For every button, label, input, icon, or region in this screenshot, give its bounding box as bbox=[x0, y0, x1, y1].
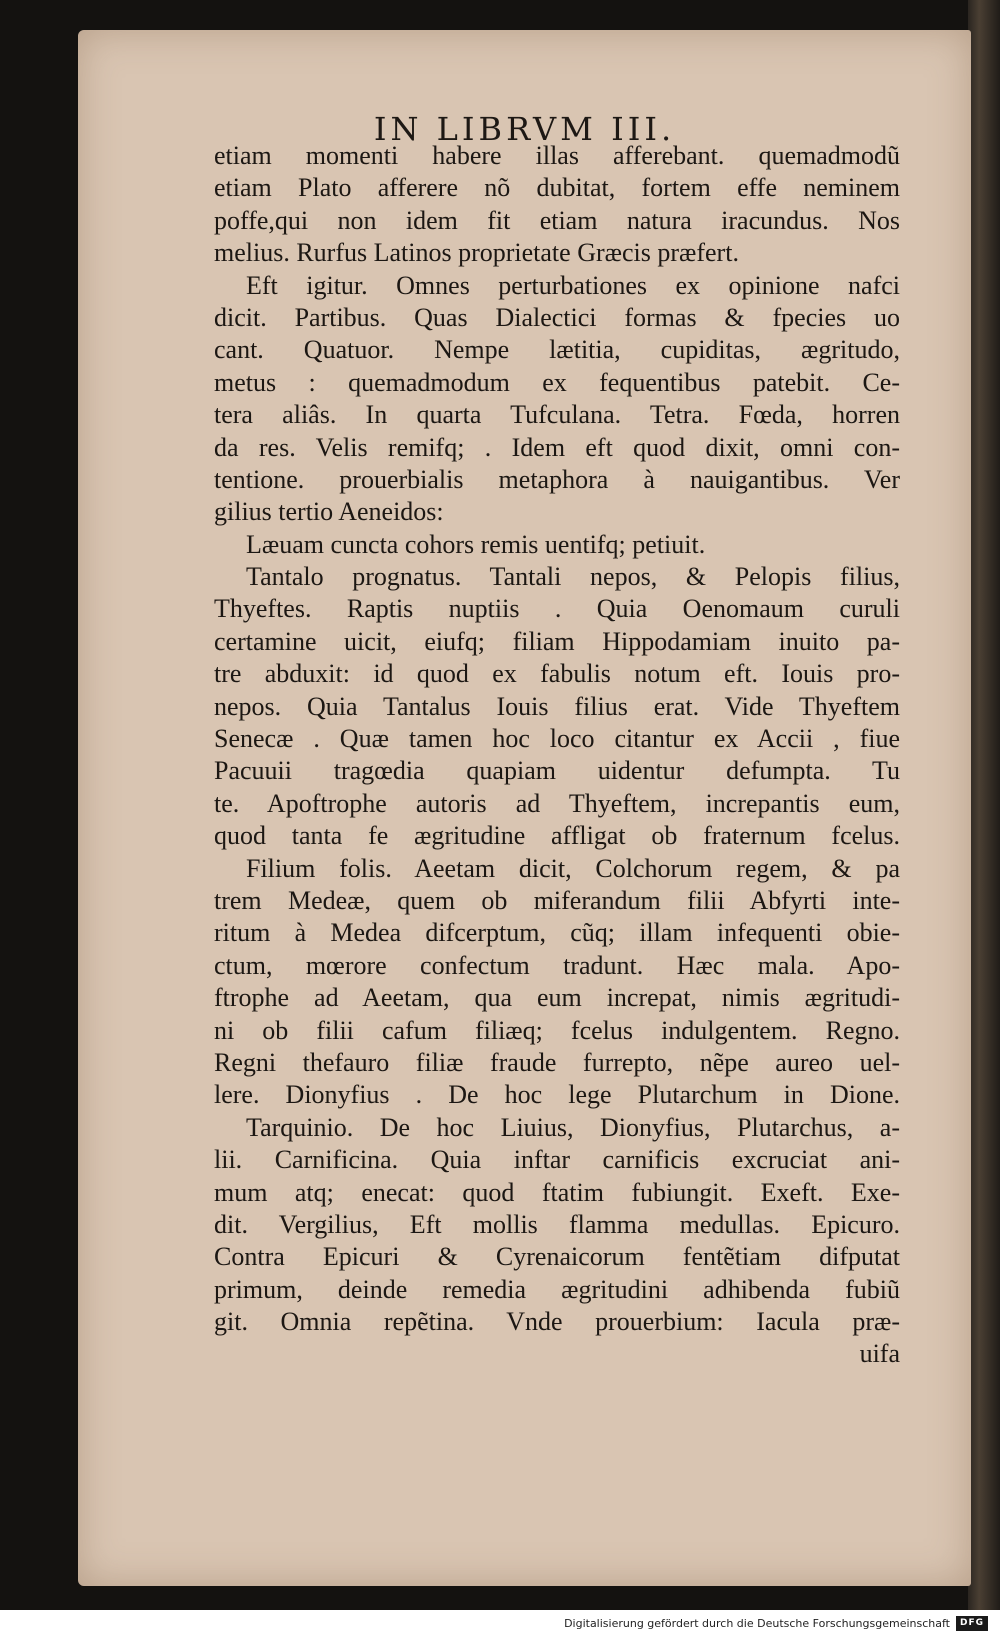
text-line: git. Omnia repẽtina. Vnde prouerbium: Iacula præ- bbox=[214, 1307, 900, 1337]
text-line: te. Apoftrophe autoris ad Thyeftem, increpantis eum, bbox=[214, 788, 900, 818]
text-line: nepos. Quia Tantalus Iouis filius erat. Vide Thyeftem bbox=[214, 691, 900, 721]
text-line: dicit. Partibus. Quas Dialectici formas & fpecies uo bbox=[214, 302, 900, 332]
text-line: metus : quemadmodum ex fequentibus patebit. Ce- bbox=[214, 367, 900, 397]
text-line: Tarquinio. De hoc Liuius, Dionyfius, Plutarchus, a- bbox=[246, 1112, 900, 1142]
text-line: Senecæ . Quæ tamen hoc loco citantur ex Accii , fiue bbox=[214, 724, 900, 754]
text-line: primum, deinde remedia ægritudini adhibenda fubiũ bbox=[214, 1274, 900, 1304]
text-line: Thyeftes. Raptis nuptiis . Quia Oenomaum curuli bbox=[214, 594, 900, 624]
funding-credit: Digitalisierung gefördert durch die Deutsche Forschungsgemeinschaft bbox=[564, 1617, 950, 1630]
text-line: Tantalo prognatus. Tantali nepos, & Pelopis filius, bbox=[246, 562, 900, 592]
text-line: da res. Velis remifq; . Idem eft quod dixit, omni con- bbox=[214, 432, 900, 462]
text-line: melius. Rurfus Latinos proprietate Græcis præfert. bbox=[214, 238, 739, 268]
digitization-footer bbox=[0, 1610, 1000, 1639]
text-line: ni ob filii cafum filiæq; fcelus indulgentem. Regno. bbox=[214, 1015, 900, 1045]
text-line: Regni thefauro filiæ fraude furrepto, nẽpe aureo uel- bbox=[214, 1047, 900, 1077]
text-line: tentione. prouerbialis metaphora à nauigantibus. Ver bbox=[214, 464, 900, 494]
text-line: ftrophe ad Aeetam, qua eum increpat, nimis ægritudi- bbox=[214, 983, 900, 1013]
body-text bbox=[214, 140, 900, 1371]
running-head: IN LIBRVM III. bbox=[373, 110, 676, 148]
text-line: quod tanta fe ægritudine affligat ob fraternum fcelus. bbox=[214, 821, 900, 851]
text-line: ritum à Medea difcerptum, cũq; illam infequenti obie- bbox=[214, 918, 900, 948]
text-line: poffe,qui non idem fit etiam natura iracundus. Nos bbox=[214, 205, 900, 235]
text-line: dit. Vergilius, Eft mollis flamma medullas. Epicuro. bbox=[214, 1209, 900, 1239]
text-line: certamine uicit, eiufq; filiam Hippodamiam inuito pa- bbox=[214, 626, 900, 656]
text-line: gilius tertio Aeneidos: bbox=[214, 497, 444, 527]
text-line: trem Medeæ, quem ob miferandum filii Abfyrti inte- bbox=[214, 885, 900, 915]
book-spine-edge bbox=[968, 0, 1000, 1610]
text-line: Filium folis. Aeetam dicit, Colchorum regem, & pa bbox=[246, 853, 900, 883]
text-line: ctum, mœrore confectum tradunt. Hæc mala. Apo- bbox=[214, 950, 900, 980]
text-line: Eft igitur. Omnes perturbationes ex opinione nafci bbox=[246, 270, 900, 300]
text-line: lii. Carnificina. Quia inftar carnificis excruciat ani- bbox=[214, 1145, 900, 1175]
text-line: tera aliâs. In quarta Tufculana. Tetra. Fœda, horren bbox=[214, 400, 900, 430]
text-line: tre abduxit: id quod ex fabulis notum eft. Iouis pro- bbox=[214, 659, 900, 689]
dfg-logo: DFG bbox=[956, 1616, 988, 1631]
text-line: cant. Quatuor. Nempe lætitia, cupiditas, ægritudo, bbox=[214, 335, 900, 365]
text-line: lere. Dionyfius . De hoc lege Plutarchum in Dione. bbox=[214, 1080, 900, 1110]
text-line: Læuam cuncta cohors remis uentifq; petiuit. bbox=[246, 529, 706, 559]
text-line: etiam Plato afferere nõ dubitat, fortem effe neminem bbox=[214, 173, 900, 203]
text-line: mum atq; enecat: quod ftatim fubiungit. Exeft. Exe- bbox=[214, 1177, 900, 1207]
catchword: uifa bbox=[859, 1339, 900, 1369]
text-line: Contra Epicuri & Cyrenaicorum fentẽtiam difputat bbox=[214, 1242, 900, 1272]
text-line: Pacuuii tragœdia quapiam uidentur defumpta. Tu bbox=[214, 756, 900, 786]
text-line: etiam momenti habere illas afferebant. quemadmodũ bbox=[214, 141, 900, 170]
